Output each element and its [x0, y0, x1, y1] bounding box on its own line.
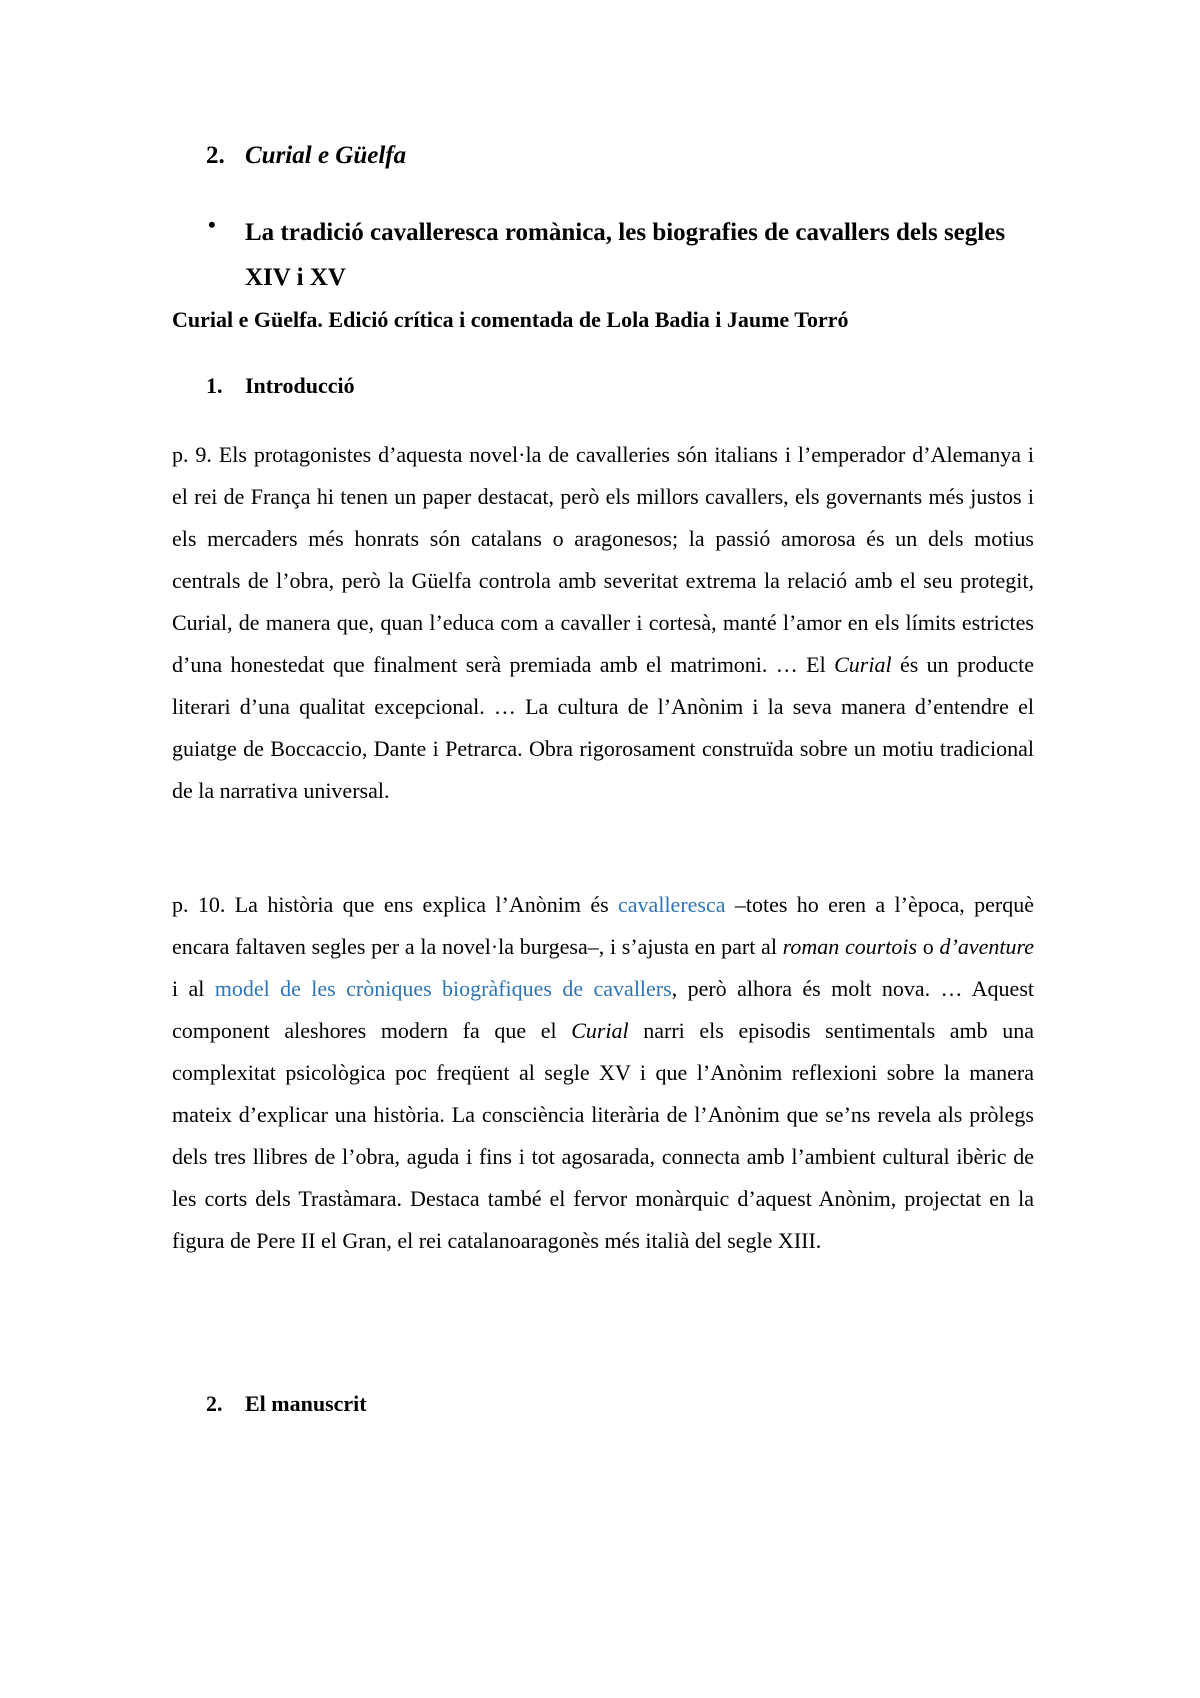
- paragraph-p10-italic-roman-courtois: roman courtois: [782, 934, 918, 959]
- paragraph-p10-text-5: , però alhora és molt nova. … Aquest component aleshores modern fa que el: [172, 976, 1034, 1043]
- bullet-heading: La tradició cavalleresca romànica, les biografies de cavallers dels segles XIV i XV: [245, 219, 1006, 291]
- paragraph-p9-text-2: és un producte literari d’una qualitat excepcional. … La cultura de l’Anònim i la seva manera d’entendre el guiatge de Boccaccio, Dante i Petrarca. Obra rigorosament construïda sobre un motiu tradicional de la narrativa universal.: [172, 652, 1035, 803]
- paragraph-p10-italic-curial: Curial: [571, 1018, 629, 1043]
- section-1-number: 1.: [206, 373, 223, 398]
- paragraph-p10-text-3: o: [917, 934, 940, 959]
- link-model-croniques[interactable]: model de les cròniques biogràfiques de cavallers: [214, 976, 672, 1001]
- paragraph-p10-italic-daventure: d’aventure: [939, 934, 1034, 959]
- paragraph-p9: [172, 434, 1034, 812]
- paragraph-p9-italic-curial: Curial: [834, 652, 892, 677]
- main-heading-title: Curial e Güelfa: [245, 142, 407, 169]
- paragraph-p9-text-1: p. 9. Els protagonistes d’aquesta novel·la de cavalleries són italians i l’emperador d’Alemanya i el rei de França hi tenen un paper destacat, però els millors cavallers, els governants més justos i els mercaders més honrats són catalans o aragonesos; la passió amorosa és un dels motius centrals de l’obra, però la Güelfa controla amb severitat extrema la relació amb el seu protegit, Curial, de manera que, quan l’educa com a cavaller i cortesà, manté l’amor en els límits estrictes d’una honestedat que finalment serà premiada amb el matrimoni. … El: [172, 442, 1034, 677]
- section-2-title: El manuscrit: [245, 1391, 367, 1416]
- edition-line: Curial e Güelfa. Edició crítica i comentada de Lola Badia i Jaume Torró: [172, 307, 849, 332]
- paragraph-p10-text-1: p. 10. La història que ens explica l’Anònim és: [172, 892, 619, 917]
- link-cavalleresca[interactable]: cavalleresca: [618, 892, 726, 917]
- paragraph-p10-text-4: i al: [172, 976, 215, 1001]
- section-2-number: 2.: [206, 1391, 223, 1416]
- paragraph-p10: [172, 884, 1034, 1262]
- bullet-icon: •: [208, 212, 216, 237]
- paragraph-p10-text-6: narri els episodis sentimentals amb una complexitat psicològica poc freqüent al segle XV i que l’Anònim reflexioni sobre la manera mateix d’explicar una història. La consciència literària de l’Anònim que se’ns revela als pròlegs dels tres llibres de l’obra, aguda i fins i tot agosarada, connecta amb l’ambient cultural ibèric de les corts dels Trastàmara. Destaca també el fervor monàrquic d’aquest Anònim, projectat en la figura de Pere II el Gran, el rei catalanoaragonès més italià del segle XIII.: [172, 1018, 1034, 1253]
- paragraph-p10-text-2: –totes ho eren a l’època, perquè encara faltaven segles per a la novel·la burgesa–, i s’ajusta en part al: [172, 892, 1034, 959]
- section-1-title: Introducció: [245, 373, 355, 398]
- main-heading-number: 2.: [206, 142, 225, 169]
